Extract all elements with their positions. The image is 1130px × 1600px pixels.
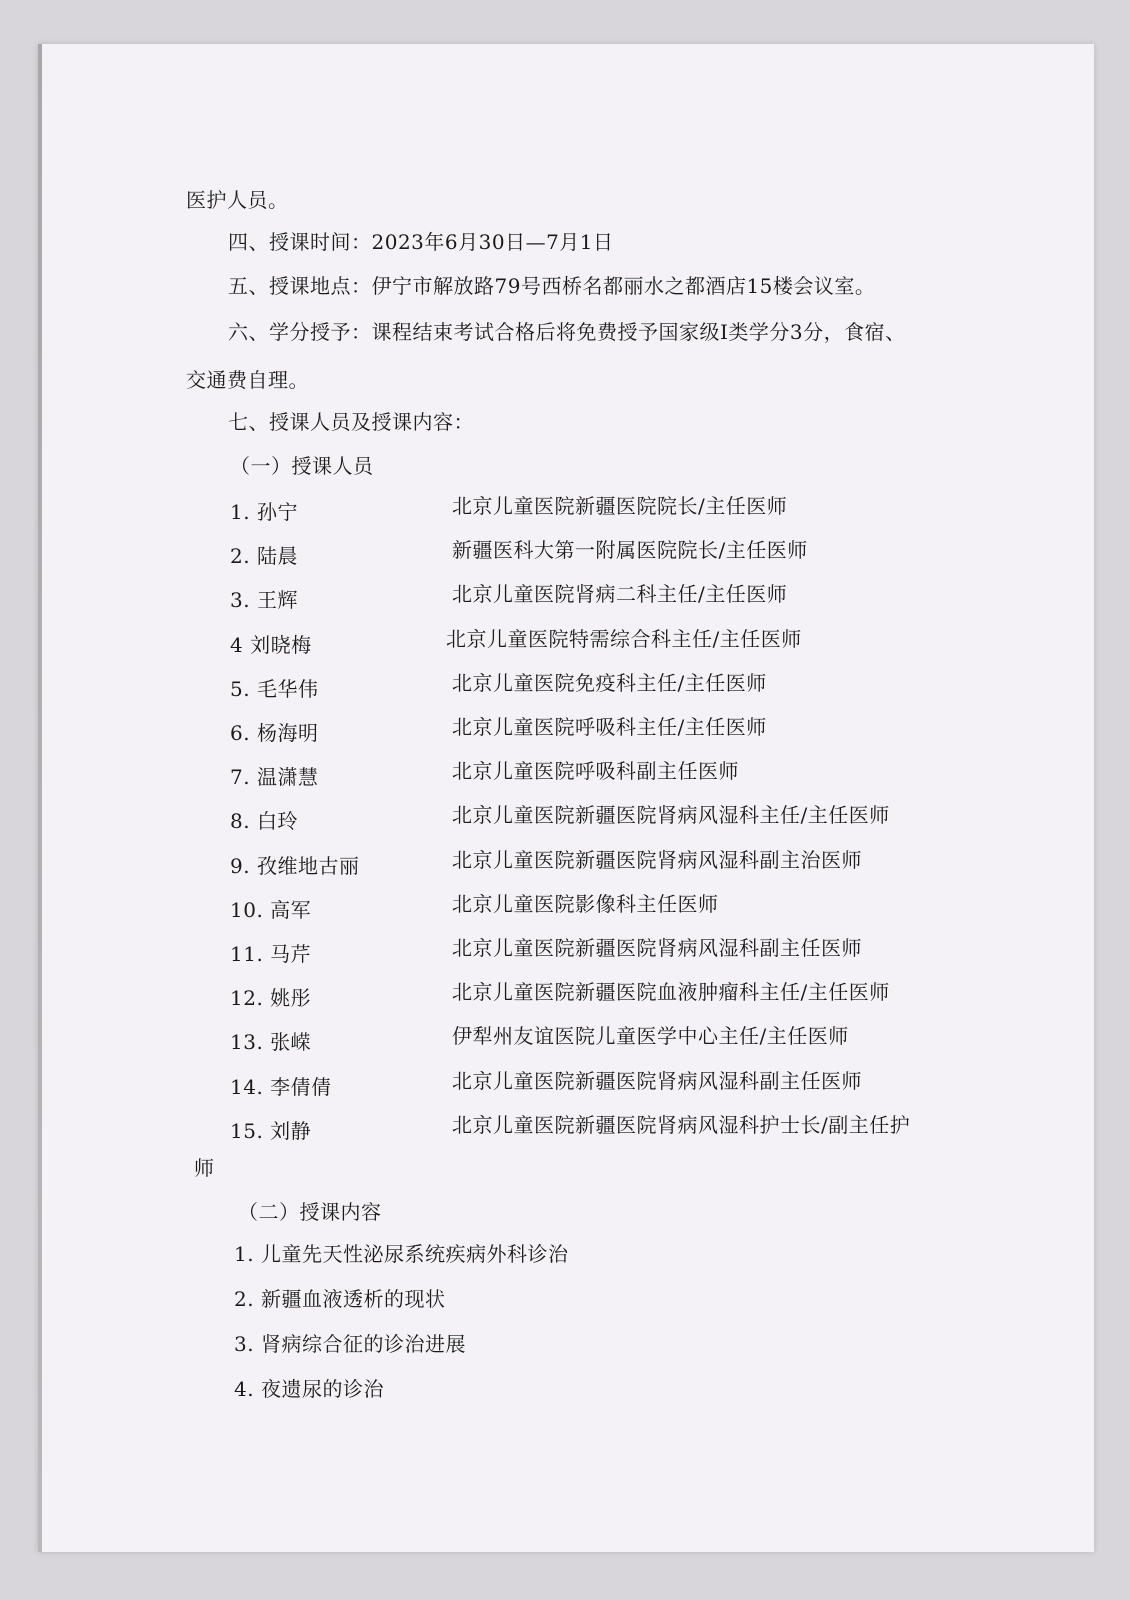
content-item: 3. 肾病综合征的诊治进展: [234, 1332, 466, 1356]
staff-title: 北京儿童医院新疆医院院长/主任医师: [452, 494, 788, 518]
document-page: [38, 44, 1094, 1552]
staff-name: 3. 王辉: [230, 588, 298, 612]
staff-title: 北京儿童医院呼吸科主任/主任医师: [452, 715, 767, 739]
credit-line-2: 交通费自理。: [186, 368, 309, 392]
course-location: 五、授课地点：伊宁市解放路79号西桥名都丽水之都酒店15楼会议室。: [228, 274, 876, 298]
content-item: 4. 夜遗尿的诊治: [234, 1377, 384, 1401]
staff-name: 14. 李倩倩: [230, 1075, 332, 1099]
staff-name: 6. 杨海明: [230, 721, 319, 745]
staff-name: 1. 孙宁: [230, 500, 298, 524]
content-item: 2. 新疆血液透析的现状: [234, 1287, 446, 1311]
section-7-heading: 七、授课人员及授课内容：: [228, 410, 474, 434]
staff-title: 北京儿童医院新疆医院肾病风湿科副主任医师: [452, 1069, 862, 1093]
intro-line: 医护人员。: [186, 188, 289, 212]
staff-name: 15. 刘静: [230, 1119, 312, 1143]
scan-margin-line: [38, 44, 42, 1552]
staff-name: 9. 孜维地古丽: [230, 854, 360, 878]
staff-title: 北京儿童医院新疆医院肾病风湿科副主治医师: [452, 848, 862, 872]
staff-name: 13. 张嵘: [230, 1030, 312, 1054]
staff-name: 4 刘晓梅: [230, 633, 312, 657]
staff-title: 北京儿童医院新疆医院血液肿瘤科主任/主任医师: [452, 980, 890, 1004]
staff-title: 伊犁州友谊医院儿童医学中心主任/主任医师: [452, 1024, 849, 1048]
staff-title: 北京儿童医院免疫科主任/主任医师: [452, 671, 767, 695]
staff-title: 北京儿童医院呼吸科副主任医师: [452, 759, 739, 783]
staff-name: 10. 高军: [230, 898, 312, 922]
staff-name: 8. 白玲: [230, 809, 298, 833]
staff-name: 12. 姚彤: [230, 986, 312, 1010]
staff-title: 北京儿童医院新疆医院肾病风湿科护士长/副主任护: [452, 1113, 911, 1137]
credit-line-1: 六、学分授予：课程结束考试合格后将免费授予国家级Ⅰ类学分3分，食宿、: [228, 320, 906, 344]
staff-heading: （一）授课人员: [230, 454, 374, 478]
staff-title: 新疆医科大第一附属医院院长/主任医师: [452, 538, 808, 562]
staff-name: 2. 陆晨: [230, 544, 298, 568]
staff-title: 北京儿童医院特需综合科主任/主任医师: [446, 627, 802, 651]
staff-name: 7. 温潇慧: [230, 765, 319, 789]
staff-title: 北京儿童医院影像科主任医师: [452, 892, 719, 916]
staff-name: 11. 马芹: [230, 942, 312, 966]
course-time: 四、授课时间：2023年6月30日—7月1日: [228, 230, 614, 254]
content-item: 1. 儿童先天性泌尿系统疾病外科诊治: [234, 1242, 569, 1266]
staff-wrap-line: 师: [194, 1156, 215, 1180]
staff-title: 北京儿童医院肾病二科主任/主任医师: [452, 582, 788, 606]
staff-title: 北京儿童医院新疆医院肾病风湿科副主任医师: [452, 936, 862, 960]
content-heading: （二）授课内容: [238, 1200, 382, 1224]
staff-name: 5. 毛华伟: [230, 677, 319, 701]
staff-title: 北京儿童医院新疆医院肾病风湿科主任/主任医师: [452, 803, 890, 827]
